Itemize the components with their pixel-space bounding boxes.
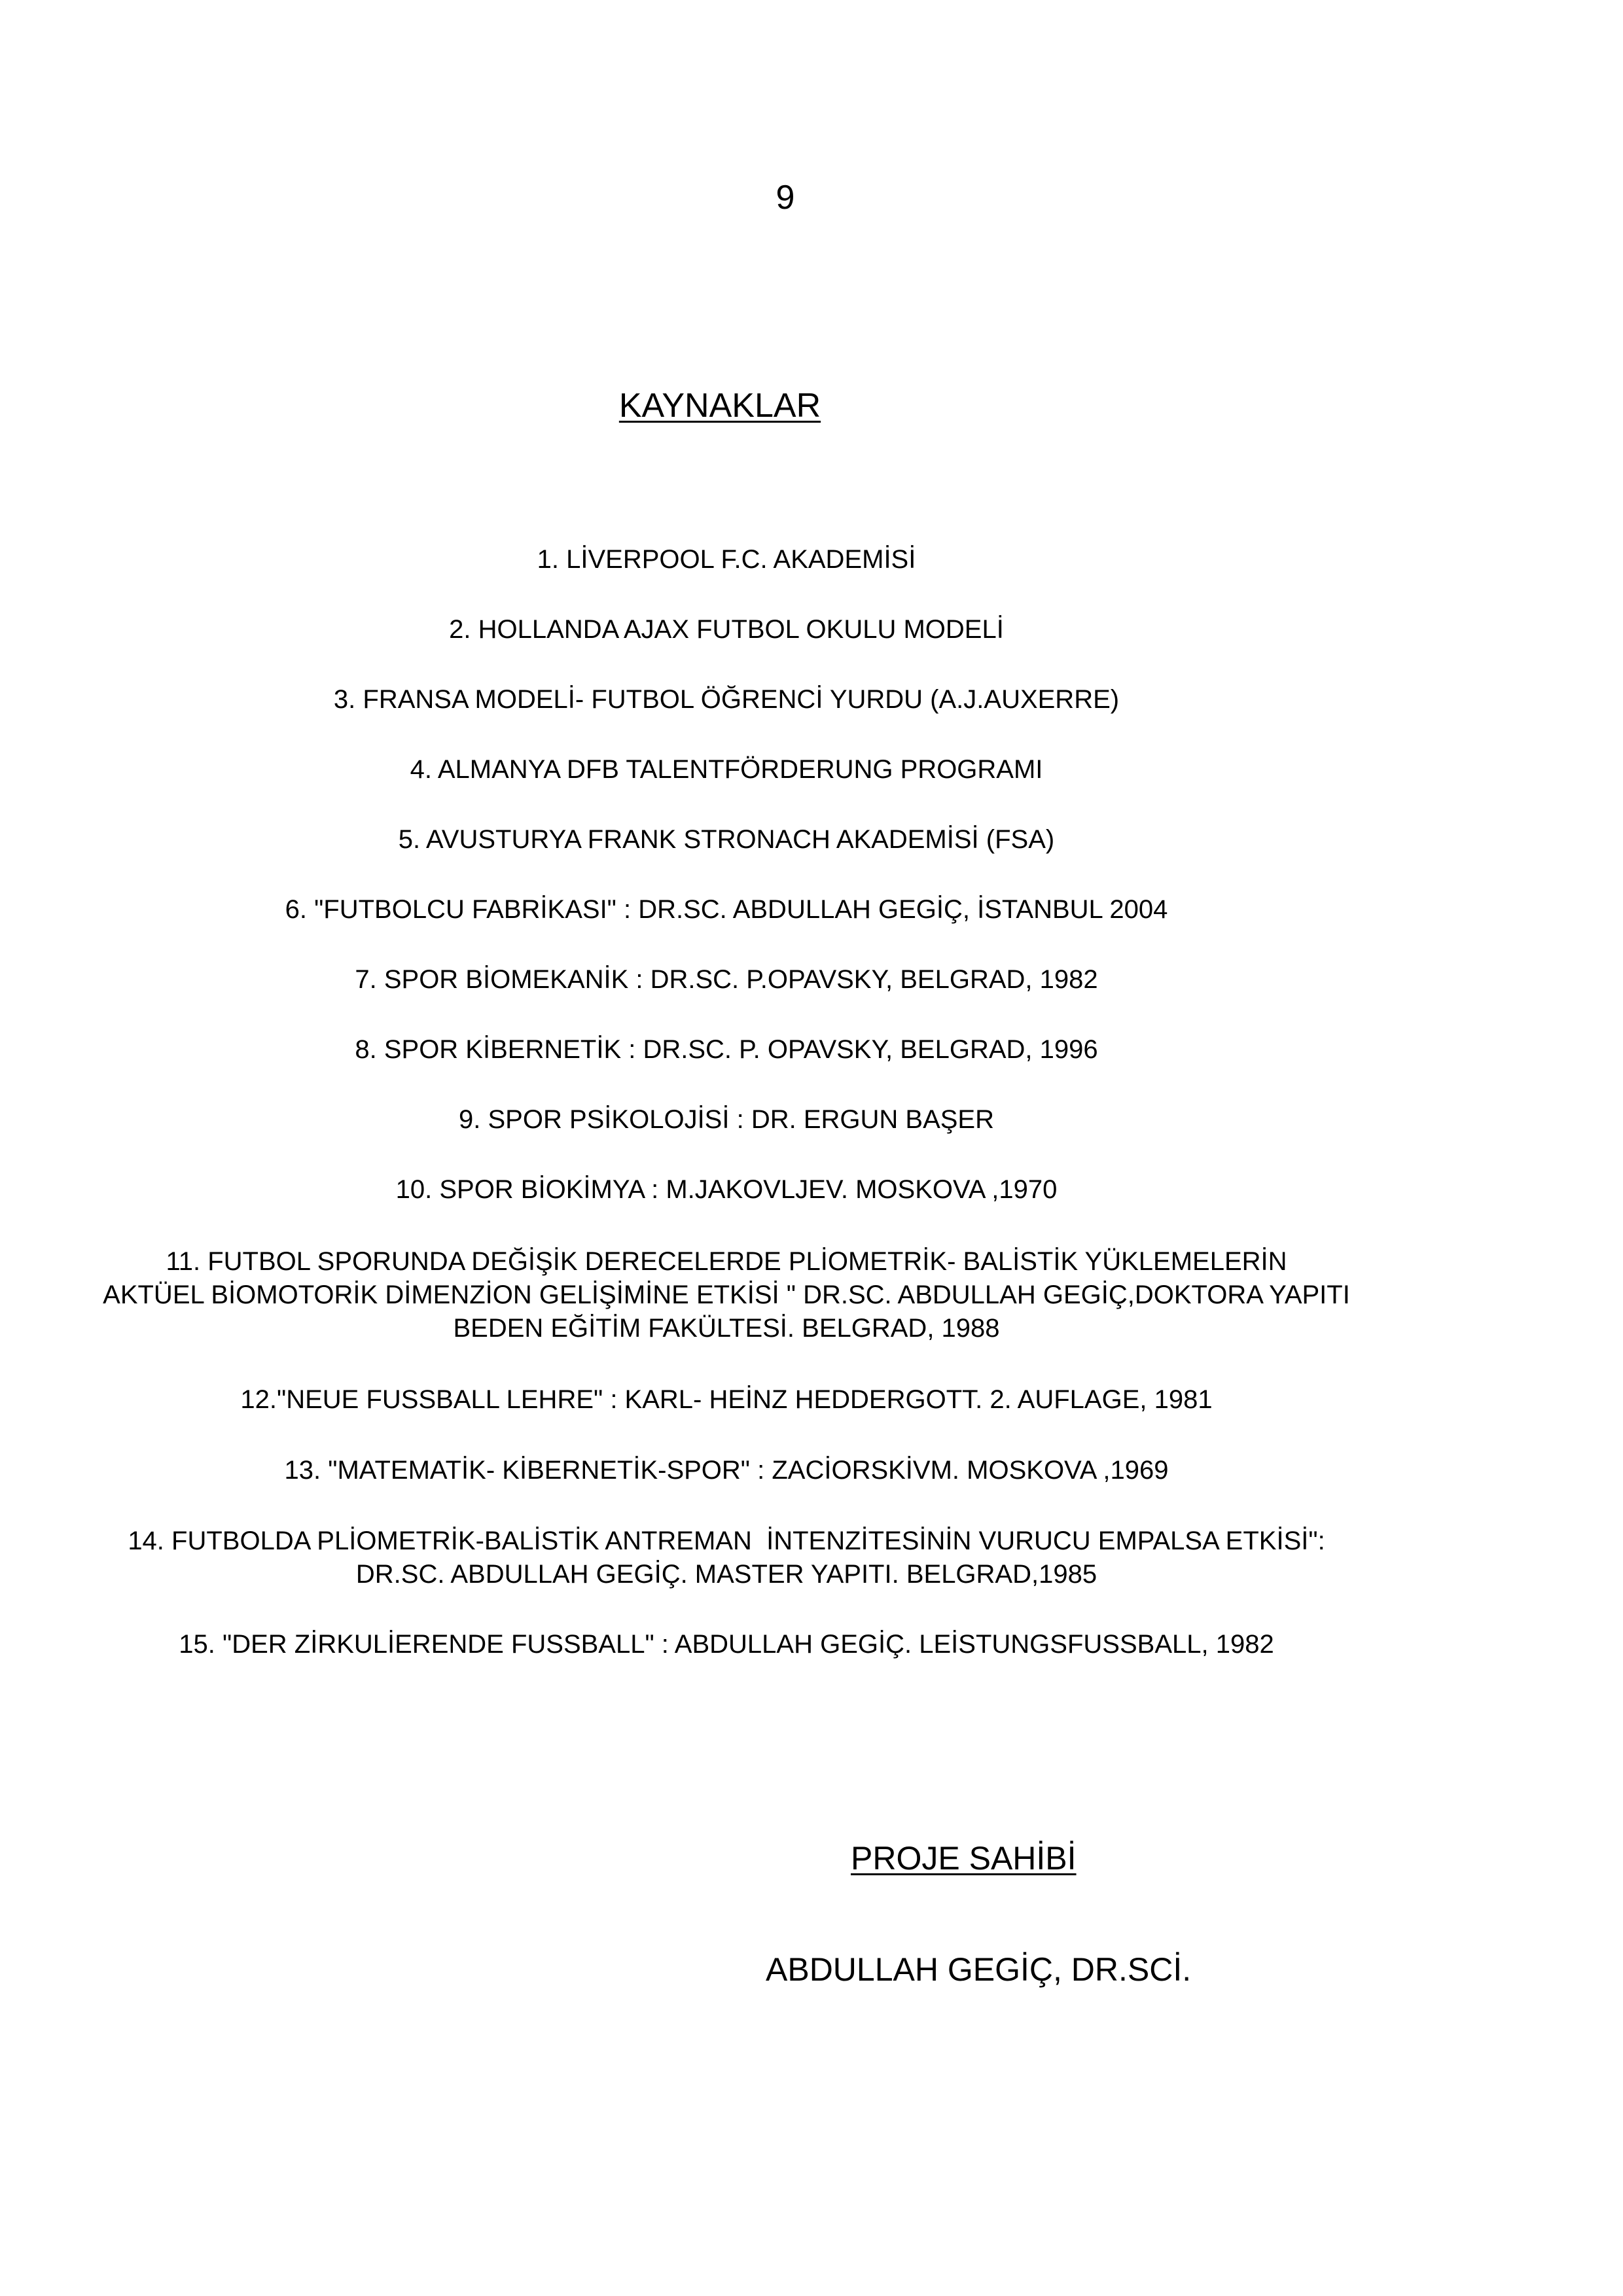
reference-item <box>26 1525 1427 1591</box>
reference-line: 7. SPOR BİOMEKANİK : DR.SC. P.OPAVSKY, BELGRAD, 1982 <box>355 965 1098 994</box>
reference-line: 1. LİVERPOOL F.C. AKADEMİSİ <box>537 545 916 574</box>
reference-line: 15. "DER ZİRKULİERENDE FUSSBALL" : ABDULLAH GEGİÇ. LEİSTUNGSFUSSBALL, 1982 <box>179 1630 1274 1659</box>
reference-line: 2. HOLLANDA AJAX FUTBOL OKULU MODELİ <box>449 615 1004 644</box>
reference-line: 11. FUTBOL SPORUNDA DEĞİŞİK DERECELERDE PLİOMETRİK- BALİSTİK YÜKLEMELERİN <box>166 1247 1287 1276</box>
page-number: 9 <box>776 179 795 217</box>
reference-line: 14. FUTBOLDA PLİOMETRİK-BALİSTİK ANTREMAN İNTENZİTESİNİN VURUCU EMPALSA ETKİSİ": <box>128 1527 1325 1555</box>
reference-item <box>26 683 1427 716</box>
reference-item <box>26 613 1427 646</box>
reference-item <box>26 1173 1427 1207</box>
reference-line: 6. "FUTBOLCU FABRİKASI" : DR.SC. ABDULLAH GEGİÇ, İSTANBUL 2004 <box>285 895 1168 924</box>
reference-item <box>26 1628 1427 1661</box>
reference-item <box>26 1383 1427 1417</box>
page-title: KAYNAKLAR <box>618 387 821 425</box>
reference-item <box>26 963 1427 997</box>
reference-item <box>26 753 1427 786</box>
reference-item <box>26 823 1427 857</box>
project-owner-title: PROJE SAHİBİ <box>851 1840 1077 1877</box>
reference-line: DR.SC. ABDULLAH GEGİÇ. MASTER YAPITI. BELGRAD,1985 <box>355 1560 1097 1589</box>
reference-line: 12."NEUE FUSSBALL LEHRE" : KARL- HEİNZ HEDDERGOTT. 2. AUFLAGE, 1981 <box>240 1385 1213 1414</box>
reference-item <box>26 1033 1427 1067</box>
reference-item <box>26 1103 1427 1137</box>
project-owner-name: ABDULLAH GEGİÇ, DR.SCİ. <box>766 1951 1192 1988</box>
reference-line: 9. SPOR PSİKOLOJİSİ : DR. ERGUN BAŞER <box>459 1105 994 1134</box>
reference-item <box>26 1245 1427 1345</box>
reference-item <box>26 1454 1427 1487</box>
reference-item <box>26 543 1427 576</box>
reference-line: 8. SPOR KİBERNETİK : DR.SC. P. OPAVSKY, BELGRAD, 1996 <box>355 1035 1098 1064</box>
reference-line: 10. SPOR BİOKİMYA : M.JAKOVLJEV. MOSKOVA ,1970 <box>395 1175 1058 1204</box>
reference-line: 13. "MATEMATİK- KİBERNETİK-SPOR" : ZACİORSKİVM. MOSKOVA ,1969 <box>284 1456 1169 1485</box>
reference-line: 4. ALMANYA DFB TALENTFÖRDERUNG PROGRAMI <box>410 755 1043 784</box>
reference-item <box>26 893 1427 927</box>
reference-line: 5. AVUSTURYA FRANK STRONACH AKADEMİSİ (FSA) <box>398 825 1055 854</box>
reference-line: 3. FRANSA MODELİ- FUTBOL ÖĞRENCİ YURDU (A.J.AUXERRE) <box>333 685 1120 714</box>
reference-line: AKTÜEL BİOMOTORİK DİMENZİON GELİŞİMİNE ETKİSİ " DR.SC. ABDULLAH GEGİÇ,DOKTORA YAPITI <box>103 1280 1350 1309</box>
reference-line: BEDEN EĞİTİM FAKÜLTESİ. BELGRAD, 1988 <box>453 1314 1000 1343</box>
